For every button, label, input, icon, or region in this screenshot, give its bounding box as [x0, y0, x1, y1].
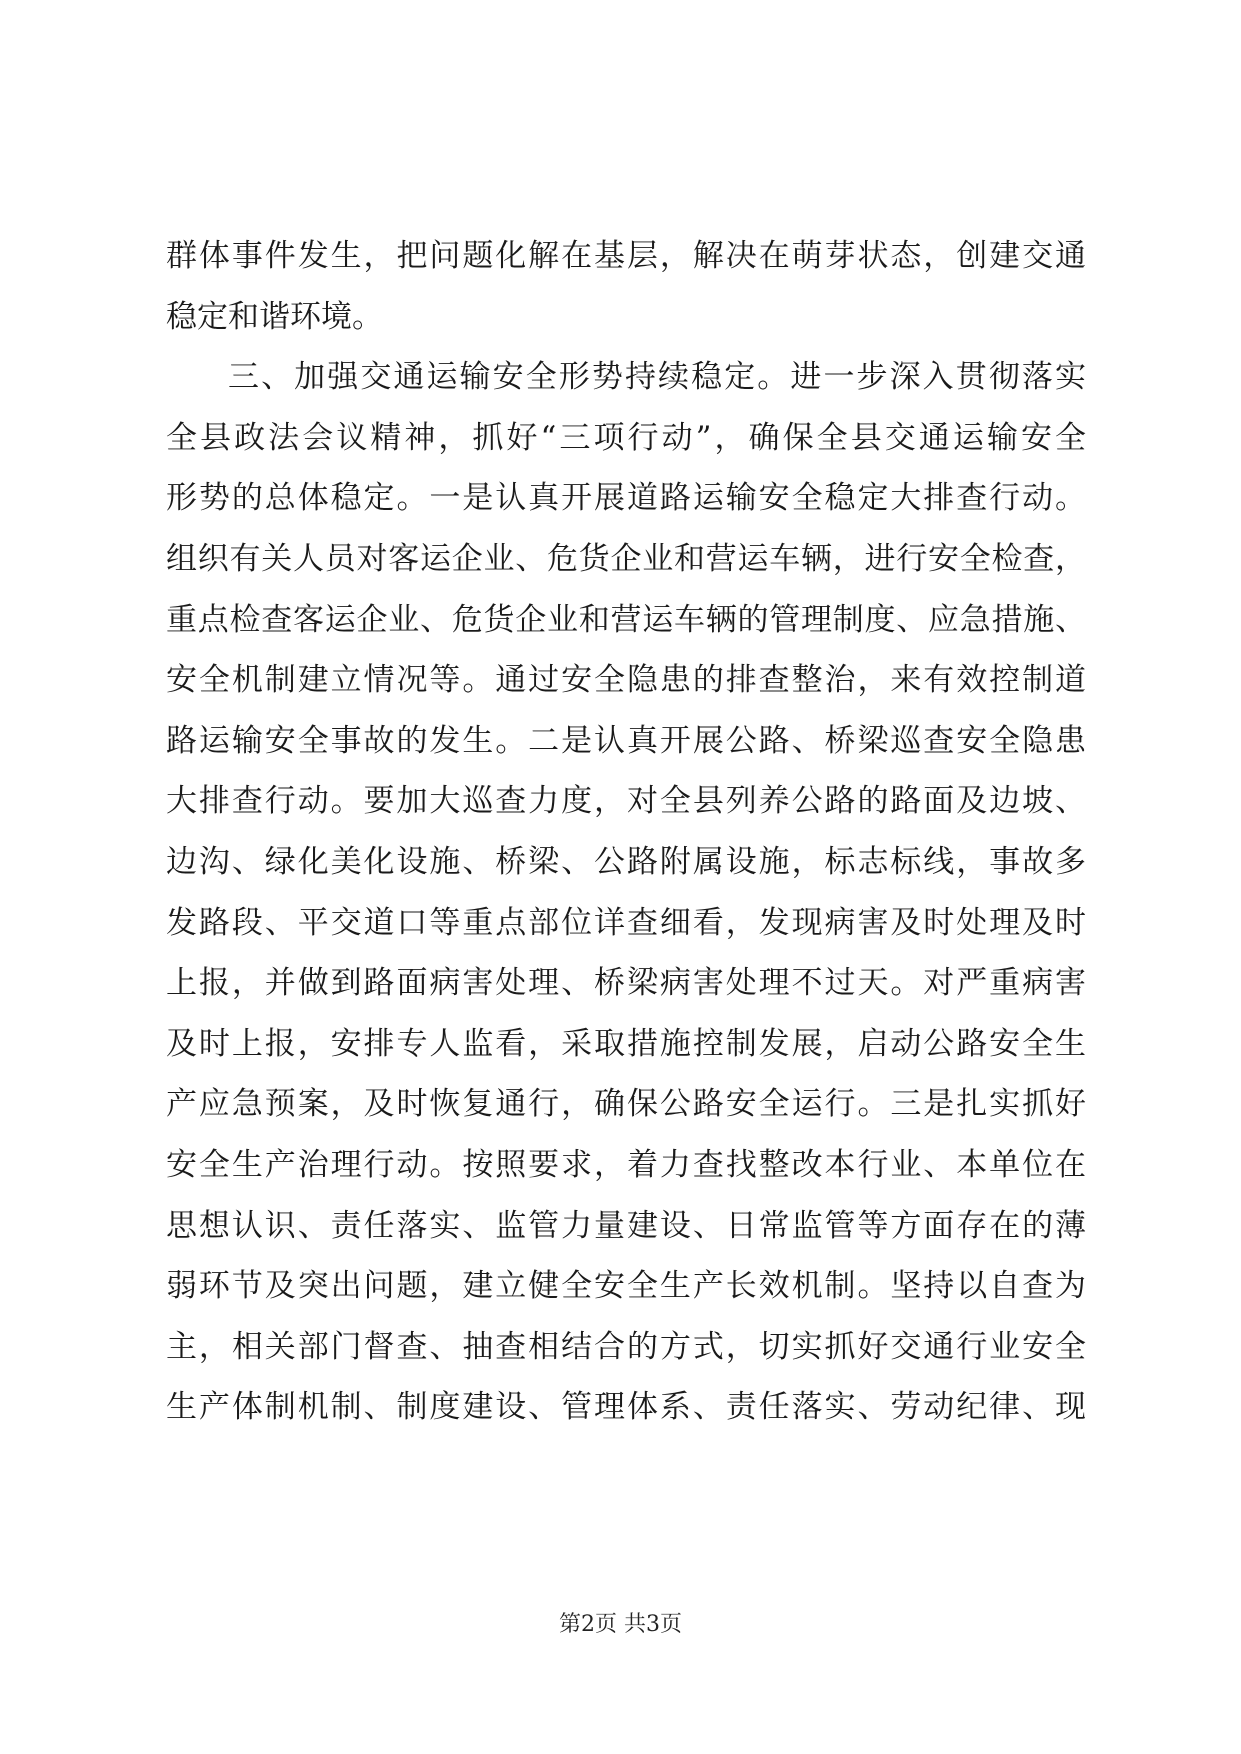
paragraph-first-line: 三、加强交通运输安全形势持续稳定。进一步深入贯彻落实 [228, 359, 1086, 396]
text-line: 组织有关人员对客运企业、危货企业和营运车辆，进行安全检查， [166, 540, 1086, 577]
text-line: 稳定和谐环境。 [166, 298, 383, 335]
text-line: 上报，并做到路面病害处理、桥梁病害处理不过天。对严重病害 [166, 965, 1086, 1002]
page-number-footer: 第2页 共3页 [559, 1612, 682, 1637]
text-line: 安全机制建立情况等。通过安全隐患的排查整治，来有效控制道 [166, 662, 1086, 699]
text-line: 思想认识、责任落实、监管力量建设、日常监管等方面存在的薄 [166, 1207, 1086, 1244]
text-line: 重点检查客运企业、危货企业和营运车辆的管理制度、应急措施、 [166, 601, 1086, 638]
text-line: 及时上报，安排专人监看，采取措施控制发展，启动公路安全生 [166, 1025, 1086, 1062]
text-line: 主，相关部门督查、抽查相结合的方式，切实抓好交通行业安全 [166, 1328, 1086, 1365]
document-body [166, 226, 1086, 1438]
text-line: 生产体制机制、制度建设、管理体系、责任落实、劳动纪律、现 [166, 1389, 1086, 1426]
text-line: 产应急预案，及时恢复通行，确保公路安全运行。三是扎实抓好 [166, 1086, 1086, 1123]
text-line: 群体事件发生，把问题化解在基层，解决在萌芽状态，创建交通 [166, 238, 1086, 274]
text-line: 弱环节及突出问题，建立健全安全生产长效机制。坚持以自查为 [166, 1268, 1086, 1305]
text-line: 发路段、平交道口等重点部位详查细看，发现病害及时处理及时 [166, 904, 1086, 941]
text-line: 边沟、绿化美化设施、桥梁、公路附属设施，标志标线，事故多 [166, 843, 1086, 880]
text-line: 安全生产治理行动。按照要求，着力查找整改本行业、本单位在 [166, 1146, 1086, 1183]
text-line: 全县政法会议精神，抓好“三项行动”，确保全县交通运输安全 [166, 419, 1086, 456]
text-line: 大排查行动。要加大巡查力度，对全县列养公路的路面及边坡、 [166, 783, 1086, 820]
text-line: 路运输安全事故的发生。二是认真开展公路、桥梁巡查安全隐患 [166, 722, 1086, 759]
text-line: 形势的总体稳定。一是认真开展道路运输安全稳定大排查行动。 [166, 480, 1086, 517]
